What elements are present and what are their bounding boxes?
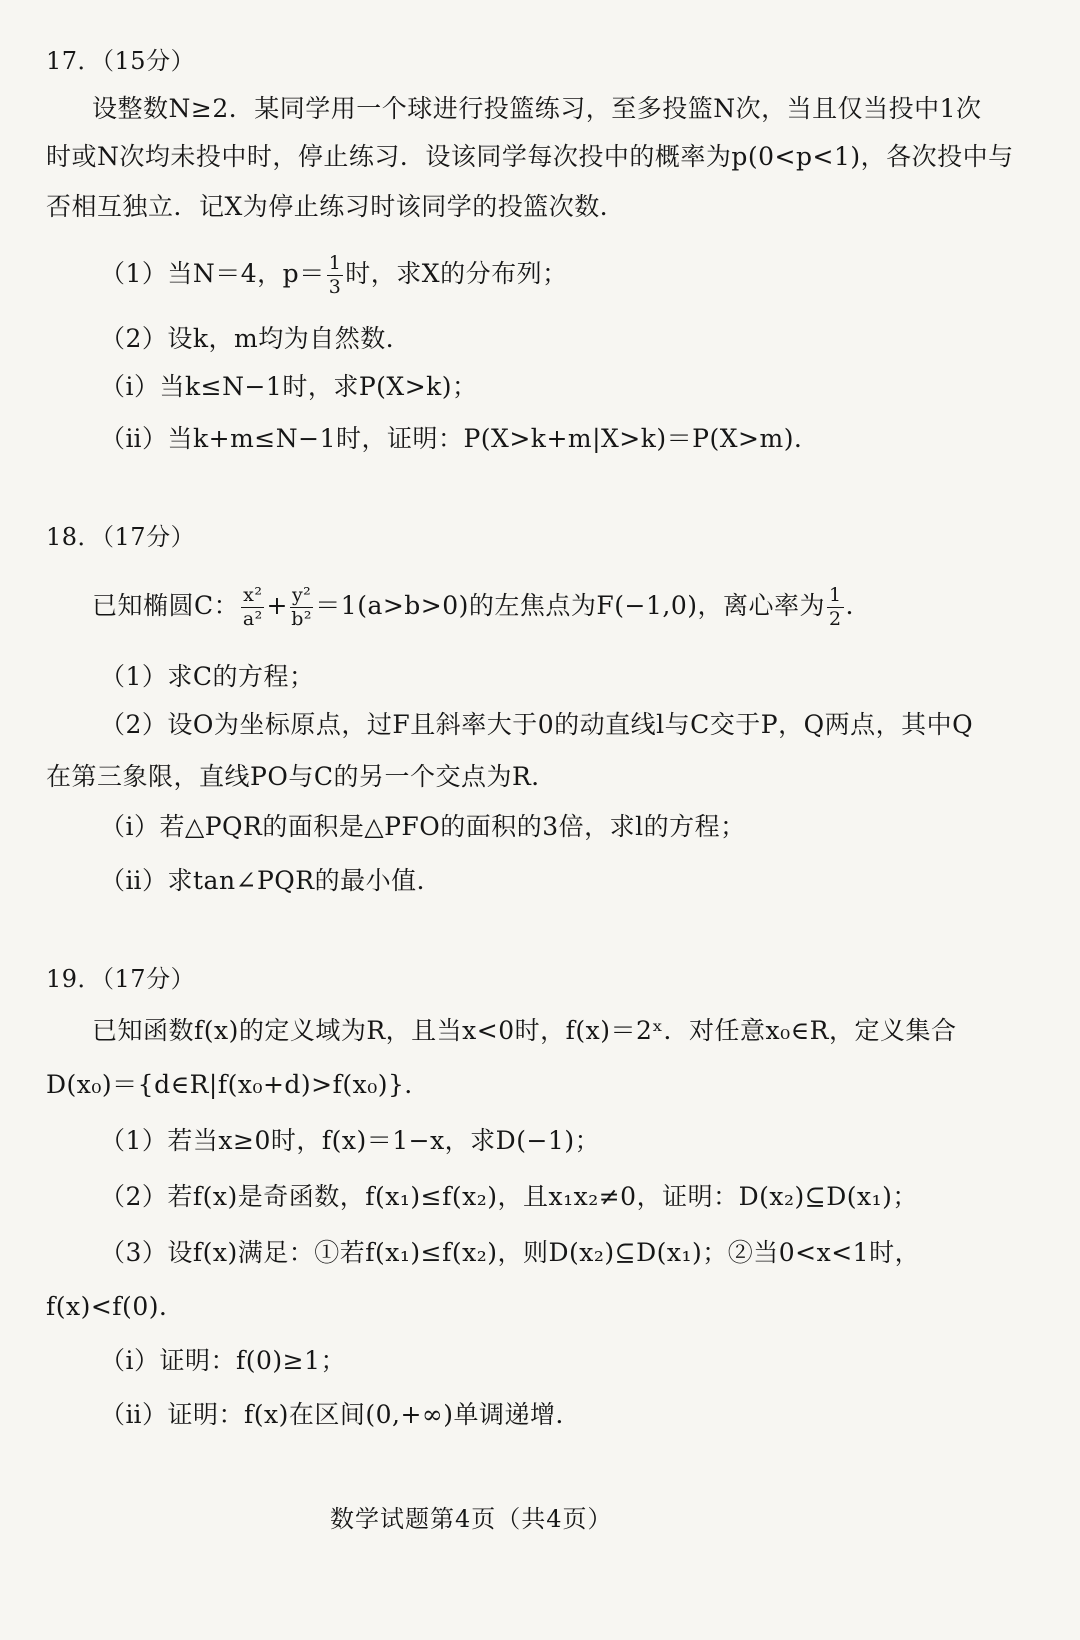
q17-part1-before: （1）当N＝4，p＝ bbox=[100, 259, 325, 288]
q17-part2-i: （ⅰ）当k≤N−1时，求P(X>k)； bbox=[100, 372, 478, 401]
q18-part2-line: （2）设O为坐标原点，过F且斜率大于0的动直线l与C交于P，Q两点，其中Q bbox=[100, 710, 974, 739]
q18-stem-before: 已知椭圆C： bbox=[92, 591, 240, 620]
q17-stem-line: 时或N次均未投中时，停止练习．设该同学每次投中的概率为p(0<p<1)，各次投中与 bbox=[46, 142, 1014, 171]
q18-stem bbox=[92, 586, 871, 629]
q19-stem-line: 已知函数f(x)的定义域为R，且当x<0时，f(x)＝2ˣ．对任意x₀∈R，定义集合 bbox=[92, 1016, 957, 1045]
q19-header: 19．（17分） bbox=[46, 965, 196, 993]
q17-part2-ii: （ⅱ）当k+m≤N−1时，证明：P(X>k+m|X>k)＝P(X>m)． bbox=[100, 424, 820, 453]
q18-part1: （1）求C的方程； bbox=[100, 662, 315, 691]
fraction-numerator: 1 bbox=[328, 252, 342, 274]
plus-sign: + bbox=[266, 591, 288, 620]
q18-stem-middle: ＝1(a>b>0)的左焦点为F(−1,0)，离心率为 bbox=[315, 591, 825, 620]
q18-stem-end: ． bbox=[845, 591, 872, 620]
q18-header: 18．（17分） bbox=[46, 523, 196, 551]
q18-part2-line: 在第三象限，直线PO与C的另一个交点为R． bbox=[46, 762, 557, 791]
q19-part3-ii: （ⅱ）证明：f(x)在区间(0,+∞)单调递增． bbox=[100, 1400, 581, 1429]
fraction bbox=[327, 254, 344, 297]
q19-part3-line: f(x)<f(0)． bbox=[46, 1292, 185, 1321]
fraction-denominator: a² bbox=[242, 608, 263, 630]
q19-part1: （1）若当x≥0时，f(x)＝1−x，求D(−1)； bbox=[100, 1126, 601, 1155]
q19-part2: （2）若f(x)是奇函数，f(x₁)≤f(x₂)，且x₁x₂≠0，证明：D(x₂)⊆D(x₁)； bbox=[100, 1182, 918, 1211]
q19-part3-i: （ⅰ）证明：f(0)≥1； bbox=[100, 1346, 347, 1375]
fraction-numerator: y² bbox=[291, 584, 312, 606]
fraction bbox=[290, 586, 313, 629]
fraction-denominator: 3 bbox=[328, 276, 342, 298]
fraction bbox=[241, 586, 264, 629]
q19-part3-line: （3）设f(x)满足：①若f(x₁)≤f(x₂)，则D(x₂)⊆D(x₁)；②当0<x<1时， bbox=[100, 1238, 921, 1267]
fraction-numerator: 1 bbox=[828, 584, 842, 606]
fraction-denominator: 2 bbox=[828, 608, 842, 630]
q17-stem-line: 设整数N≥2．某同学用一个球进行投篮练习，至多投篮N次，当且仅当投中1次 bbox=[92, 94, 982, 123]
fraction-numerator: x² bbox=[243, 584, 263, 606]
q18-part2-i: （ⅰ）若△PQR的面积是△PFO的面积的3倍，求l的方程； bbox=[100, 812, 746, 841]
q19-stem-line: D(x₀)＝{d∈R|f(x₀+d)>f(x₀)}． bbox=[46, 1070, 430, 1099]
fraction-denominator: b² bbox=[291, 608, 312, 630]
page-footer: 数学试题第4页（共4页） bbox=[330, 1505, 613, 1533]
q17-part1-after: 时，求X的分布列； bbox=[345, 259, 568, 288]
q17-stem-line: 否相互独立．记X为停止练习时该同学的投篮次数． bbox=[46, 192, 626, 221]
q17-header: 17．（15分） bbox=[46, 47, 196, 75]
fraction bbox=[827, 586, 844, 629]
q18-part2-ii: （ⅱ）求tan∠PQR的最小值． bbox=[100, 866, 443, 895]
q17-part1 bbox=[100, 254, 568, 297]
q17-part2: （2）设k，m均为自然数． bbox=[100, 324, 412, 353]
